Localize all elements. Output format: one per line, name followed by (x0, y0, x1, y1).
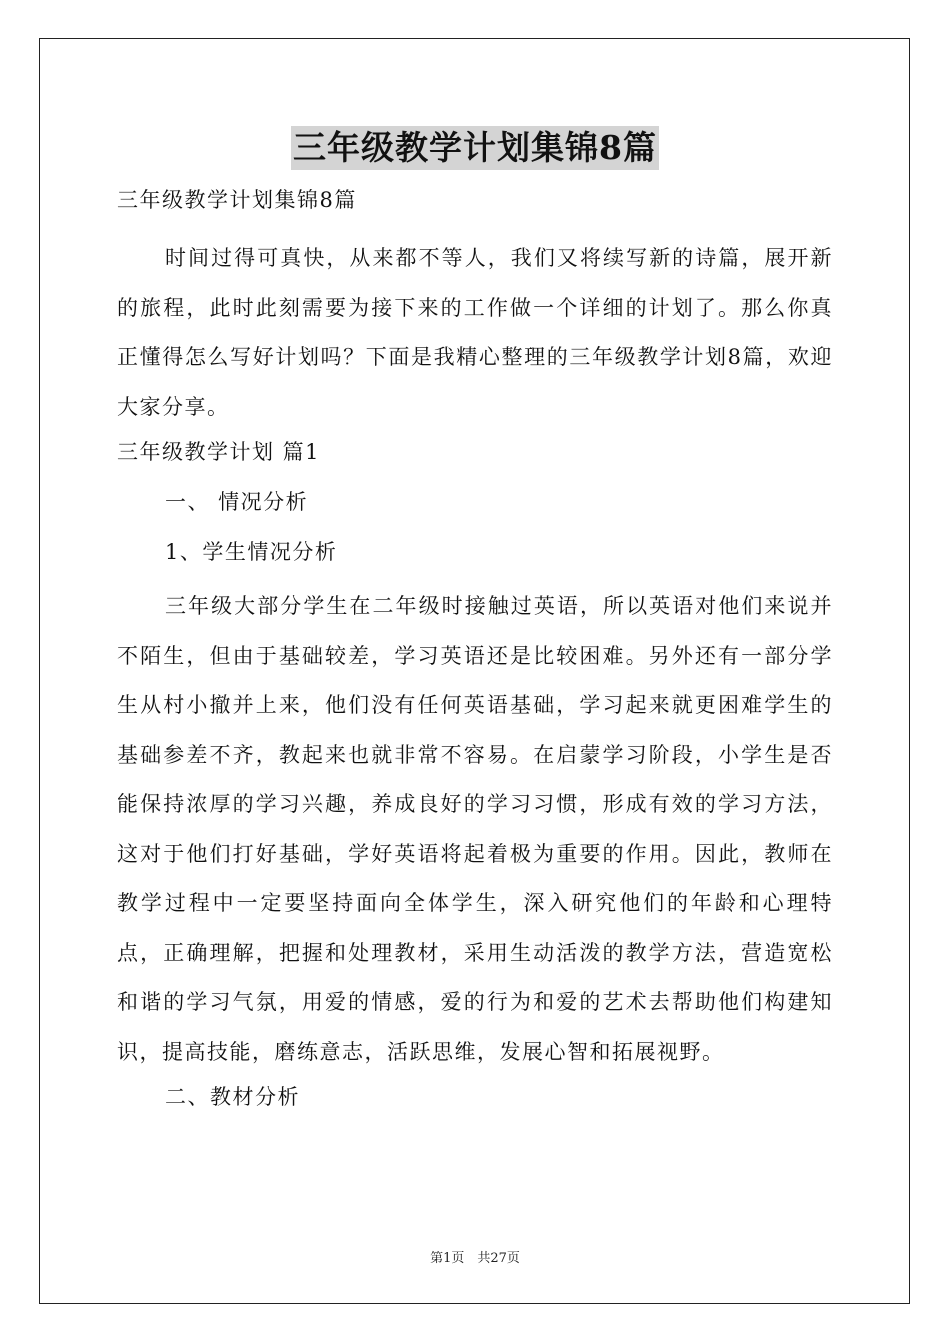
heading-student-analysis: 1、学生情况分析 (165, 540, 338, 564)
section-heading: 三年级教学计划 篇1 (117, 440, 321, 464)
intro-paragraph: 时间过得可真快，从来都不等人，我们又将续写新的诗篇，展开新的旅程，此时此刻需要为接下来的工作做一个详细的计划了。那么你真正懂得怎么写好计划吗？下面是我精心整理的三年级教学计划8篇，欢迎大家分享。 (117, 246, 833, 419)
heading-situation-analysis: 一、 情况分析 (165, 490, 309, 514)
document-title: 三年级教学计划集锦8篇 (291, 126, 659, 170)
document-subtitle: 三年级教学计划集锦8篇 (117, 188, 357, 212)
page-footer: 第1页 共27页 (430, 1251, 520, 1266)
title-container (0, 126, 950, 170)
document-body (117, 180, 833, 1127)
student-analysis-paragraph: 三年级大部分学生在二年级时接触过英语，所以英语对他们来说并不陌生，但由于基础较差，学习英语还是比较困难。另外还有一部分学生从村小撤并上来，他们没有任何英语基础，学习起来就更困难学生的基础参差不齐，教起来也就非常不容易。在启蒙学习阶段，小学生是否能保持浓厚的学习兴趣，养成良好的学习习惯，形成有效的学习方法，这对于他们打好基础，学好英语将起着极为重要的作用。因此，教师在教学过程中一定要坚持面向全体学生，深入研究他们的年龄和心理特点，正确理解，把握和处理教材，采用生动活泼的教学方法，营造宽松和谐的学习气氛，用爱的情感，爱的行为和爱的艺术去帮助他们构建知识，提高技能，磨练意志，活跃思维，发展心智和拓展视野。 (117, 594, 833, 1064)
heading-textbook-analysis: 二、教材分析 (165, 1085, 300, 1109)
